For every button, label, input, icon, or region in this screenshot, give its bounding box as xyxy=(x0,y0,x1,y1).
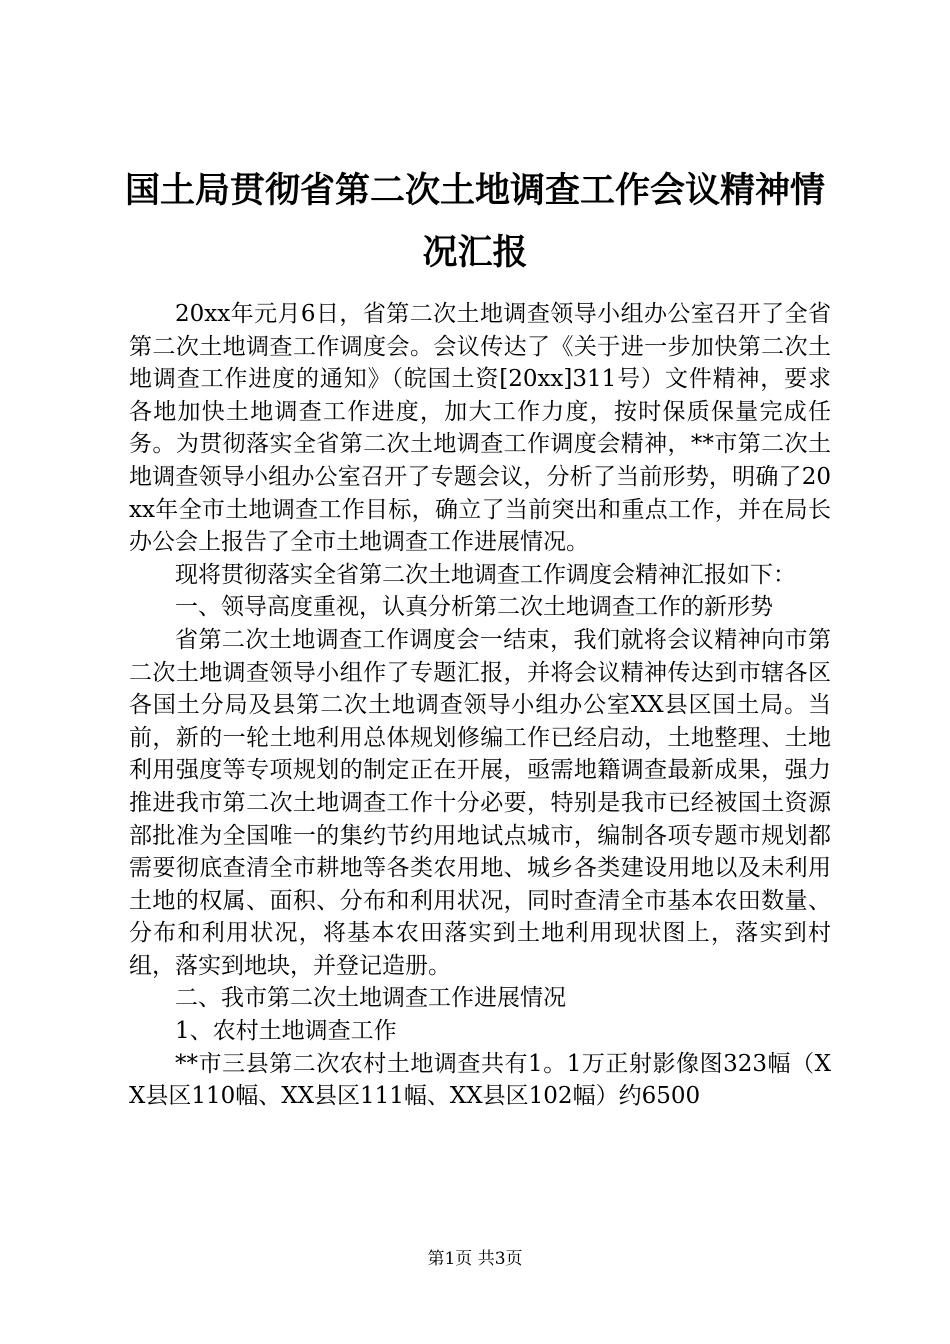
page-footer: 第1页 共3页 xyxy=(427,1249,523,1269)
section-heading-2: 二、我市第二次土地调查工作进展情况 xyxy=(175,985,566,1012)
section-heading-1: 一、领导高度重视，认真分析第二次土地调查工作的新形势 xyxy=(175,594,773,621)
subsection-heading-1: 1、农村土地调查工作 xyxy=(175,1018,397,1045)
paragraph-intro: 20xx年元月6日，省第二次土地调查领导小组办公室召开了全省第二次土地调查工作调度会。会议传达了《关于进一步加快第二次土地调查工作进度的通知》（皖国土资[20xx]311号）文件精神，要求各地加快土地调查工作进度，加大工作力度，按时保质保量完成任务。为贯彻落实全省第二次土地调查工作调度会精神，**市第二次土地调查领导小组办公室召开了专题会议，分析了当前形势，明确了20xx年全市土地调查工作目标，确立了当前突出和重点工作，并在局长办公会上报告了全市土地调查工作进展情况。 xyxy=(129,301,831,556)
paragraph-report-lead: 现将贯彻落实全省第二次土地调查工作调度会精神汇报如下： xyxy=(175,561,796,588)
paragraph-subsection-1: **市三县第二次农村土地调查共有1。1万正射影像图323幅（XX县区110幅、XX县区111幅、XX县区102幅）约6500 xyxy=(129,1050,831,1110)
paragraph-section-1: 省第二次土地调查工作调度会一结束，我们就将会议精神向市第二次土地调查领导小组作了专题汇报，并将会议精神传达到市辖各区各国土分局及县第二次土地调查领导小组办公室XX县区国土局。当前，新的一轮土地利用总体规划修编工作已经启动，土地整理、土地利用强度等专项规划的制定正在开展，亟需地籍调查最新成果，强力推进我市第二次土地调查工作十分必要，特别是我市已经被国土资源部批准为全国唯一的集约节约用地试点城市，编制各项专题市规划都需要彻底查清全市耕地等各类农用地、城乡各类建设用地以及未利用土地的权属、面积、分布和利用状况，同时查清全市基本农田数量、分布和利用状况，将基本农田落实到土地利用现状图上，落实到村组，落实到地块，并登记造册。 xyxy=(129,626,831,979)
document-title: 国土局贯彻省第二次土地调查工作会议精神情况汇报 xyxy=(124,170,825,273)
document-body xyxy=(129,298,831,1113)
